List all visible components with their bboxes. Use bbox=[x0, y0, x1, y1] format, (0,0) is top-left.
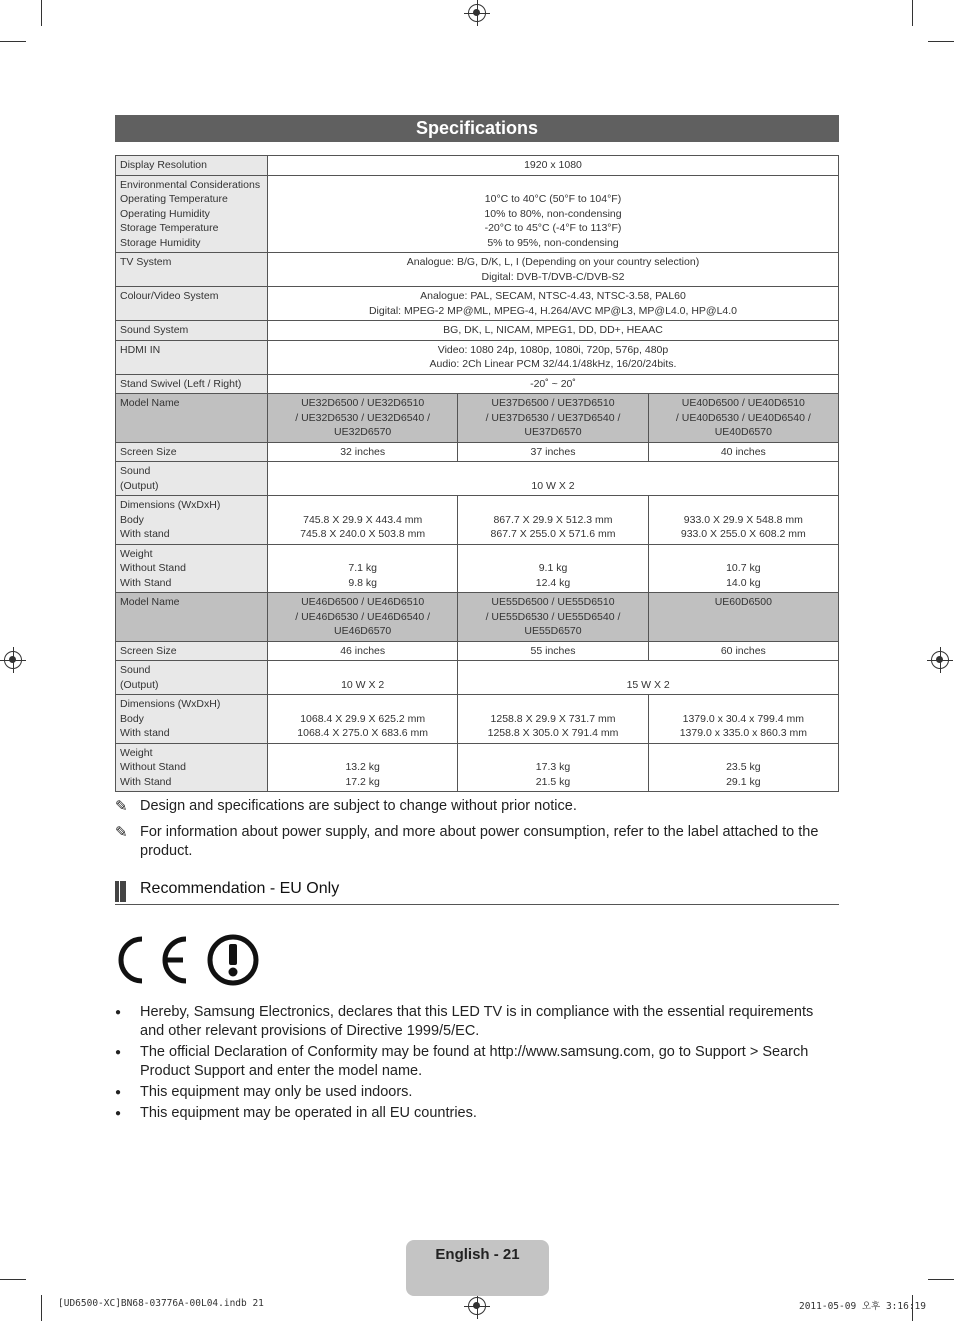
crop-mark bbox=[912, 0, 913, 26]
spec-value: 55 inches bbox=[458, 641, 648, 661]
crop-mark bbox=[41, 1295, 42, 1321]
crop-mark bbox=[928, 41, 954, 42]
model-name: UE37D6500 / UE37D6510 / UE37D6530 / UE37D6540 / UE37D6570 bbox=[458, 394, 648, 443]
table-row bbox=[116, 695, 839, 744]
spec-value: 15 W X 2 bbox=[458, 661, 839, 695]
model-name: UE32D6500 / UE32D6510 / UE32D6530 / UE32D6540 / UE32D6570 bbox=[268, 394, 458, 443]
table-row-model bbox=[116, 593, 839, 642]
table-row-model bbox=[116, 394, 839, 443]
model-name: UE55D6500 / UE55D6510 / UE55D6530 / UE55D6540 / UE55D6570 bbox=[458, 593, 648, 642]
spec-value: 37 inches bbox=[458, 442, 648, 462]
recommendation-heading bbox=[115, 877, 839, 905]
pencil-note-icon: ✎ bbox=[115, 798, 128, 815]
note-text: Design and specifications are subject to change without prior notice. bbox=[140, 798, 577, 814]
page-number-tab bbox=[406, 1240, 549, 1296]
recommendation-title: Recommendation - EU Only bbox=[140, 880, 340, 897]
model-name: UE60D6500 bbox=[648, 593, 838, 642]
heading-bar-icon bbox=[115, 881, 126, 902]
spec-value: 1068.4 X 29.9 X 625.2 mm 1068.4 X 275.0 X 683.6 mm bbox=[268, 695, 458, 744]
registration-mark-icon bbox=[468, 1297, 486, 1315]
spec-label: TV System bbox=[116, 253, 268, 287]
spec-value: 933.0 X 29.9 X 548.8 mm 933.0 X 255.0 X 608.2 mm bbox=[648, 496, 838, 545]
spec-value: BG, DK, L, NICAM, MPEG1, DD, DD+, HEAAC bbox=[268, 321, 839, 341]
table-row bbox=[116, 253, 839, 287]
spec-label: Environmental Considerations Operating Temperature Operating Humidity Storage Temperature Storage Humidity bbox=[116, 175, 268, 253]
registration-mark-icon bbox=[468, 4, 486, 22]
spec-label: Weight Without Stand With Stand bbox=[116, 743, 268, 792]
list-item: ● This equipment may be operated in all EU countries. bbox=[115, 1104, 839, 1123]
table-row bbox=[116, 462, 839, 496]
page-label: English - 21 bbox=[435, 1246, 520, 1263]
table-row bbox=[116, 544, 839, 593]
ce-mark-icon bbox=[121, 939, 186, 981]
note bbox=[115, 823, 839, 861]
crop-mark bbox=[0, 41, 26, 42]
spec-label: Colour/Video System bbox=[116, 287, 268, 321]
registration-mark-icon bbox=[931, 651, 949, 669]
registration-mark-icon bbox=[4, 651, 22, 669]
spec-value: 60 inches bbox=[648, 641, 838, 661]
spec-value: 10 W X 2 bbox=[268, 462, 839, 496]
spec-value: 867.7 X 29.9 X 512.3 mm 867.7 X 255.0 X 571.6 mm bbox=[458, 496, 648, 545]
table-row bbox=[116, 496, 839, 545]
section-title: Specifications bbox=[115, 115, 839, 142]
spec-value: Analogue: PAL, SECAM, NTSC-4.43, NTSC-3.58, PAL60 Digital: MPEG-2 MP@ML, MPEG-4, H.264/AVC MP@L3, MP@L4.0, HP@L4.0 bbox=[268, 287, 839, 321]
spec-value: 32 inches bbox=[268, 442, 458, 462]
spec-value: 1920 x 1080 bbox=[268, 156, 839, 176]
spec-label: Sound System bbox=[116, 321, 268, 341]
crop-mark bbox=[41, 0, 42, 26]
spec-label: Dimensions (WxDxH) Body With stand bbox=[116, 496, 268, 545]
spec-value: 23.5 kg 29.1 kg bbox=[648, 743, 838, 792]
table-row bbox=[116, 287, 839, 321]
spec-value: 1379.0 x 30.4 x 799.4 mm 1379.0 x 335.0 x 860.3 mm bbox=[648, 695, 838, 744]
spec-value: Video: 1080 24p, 1080p, 1080i, 720p, 576p, 480p Audio: 2Ch Linear PCM 32/44.1/48kHz, 16/20/24bits. bbox=[268, 340, 839, 374]
spec-value: 46 inches bbox=[268, 641, 458, 661]
footer-file-info: [UD6500-XC]BN68-03776A-00L04.indb 21 bbox=[58, 1298, 264, 1309]
model-name: UE40D6500 / UE40D6510 / UE40D6530 / UE40D6540 / UE40D6570 bbox=[648, 394, 838, 443]
spec-label: Model Name bbox=[116, 593, 268, 642]
list-item: ● The official Declaration of Conformity may be found at http://www.samsung.com, go to Support > Search Product Support and enter the model name. bbox=[115, 1043, 839, 1081]
spec-label: Model Name bbox=[116, 394, 268, 443]
spec-label: Weight Without Stand With Stand bbox=[116, 544, 268, 593]
spec-label: Dimensions (WxDxH) Body With stand bbox=[116, 695, 268, 744]
crop-mark bbox=[0, 1279, 26, 1280]
list-item: ● Hereby, Samsung Electronics, declares that this LED TV is in compliance with the essential requirements and other relevant provisions of Directive 1999/5/EC. bbox=[115, 1003, 839, 1041]
spec-value: -20˚ ~ 20˚ bbox=[268, 374, 839, 394]
spec-value: 10°C to 40°C (50°F to 104°F) 10% to 80%, non-condensing -20°C to 45°C (-4°F to 113°F) 5% to 95%, non-condensing bbox=[268, 175, 839, 253]
spec-label: Screen Size bbox=[116, 442, 268, 462]
note-text: For information about power supply, and more about power consumption, refer to the label attached to the product. bbox=[140, 824, 819, 859]
spec-value: 10 W X 2 bbox=[268, 661, 458, 695]
ce-alert-marks bbox=[115, 933, 265, 988]
spec-value: 10.7 kg 14.0 kg bbox=[648, 544, 838, 593]
pencil-note-icon: ✎ bbox=[115, 824, 128, 841]
spec-value: 745.8 X 29.9 X 443.4 mm 745.8 X 240.0 X 503.8 mm bbox=[268, 496, 458, 545]
spec-table bbox=[115, 155, 839, 792]
spec-label: HDMI IN bbox=[116, 340, 268, 374]
list-item: ● This equipment may only be used indoors. bbox=[115, 1083, 839, 1102]
spec-value: 7.1 kg 9.8 kg bbox=[268, 544, 458, 593]
spec-value: 17.3 kg 21.5 kg bbox=[458, 743, 648, 792]
exclamation-circle-icon bbox=[210, 937, 256, 983]
table-row bbox=[116, 321, 839, 341]
table-row bbox=[116, 442, 839, 462]
spec-value: 9.1 kg 12.4 kg bbox=[458, 544, 648, 593]
spec-label: Sound (Output) bbox=[116, 661, 268, 695]
spec-value: 40 inches bbox=[648, 442, 838, 462]
compliance-list bbox=[115, 1003, 839, 1125]
spec-label: Display Resolution bbox=[116, 156, 268, 176]
table-row bbox=[116, 661, 839, 695]
spec-value: 1258.8 X 29.9 X 731.7 mm 1258.8 X 305.0 X 791.4 mm bbox=[458, 695, 648, 744]
table-row bbox=[116, 374, 839, 394]
crop-mark bbox=[928, 1279, 954, 1280]
table-row bbox=[116, 340, 839, 374]
footer-timestamp: 2011-05-09 오후 3:16:19 bbox=[798, 1301, 926, 1312]
spec-label: Sound (Output) bbox=[116, 462, 268, 496]
spec-value: 13.2 kg 17.2 kg bbox=[268, 743, 458, 792]
table-row bbox=[116, 156, 839, 176]
note bbox=[115, 797, 839, 816]
spec-value: Analogue: B/G, D/K, L, I (Depending on your country selection) Digital: DVB-T/DVB-C/DVB-S2 bbox=[268, 253, 839, 287]
table-row bbox=[116, 175, 839, 253]
table-row bbox=[116, 641, 839, 661]
table-row bbox=[116, 743, 839, 792]
spec-label: Screen Size bbox=[116, 641, 268, 661]
spec-label: Stand Swivel (Left / Right) bbox=[116, 374, 268, 394]
model-name: UE46D6500 / UE46D6510 / UE46D6530 / UE46D6540 / UE46D6570 bbox=[268, 593, 458, 642]
